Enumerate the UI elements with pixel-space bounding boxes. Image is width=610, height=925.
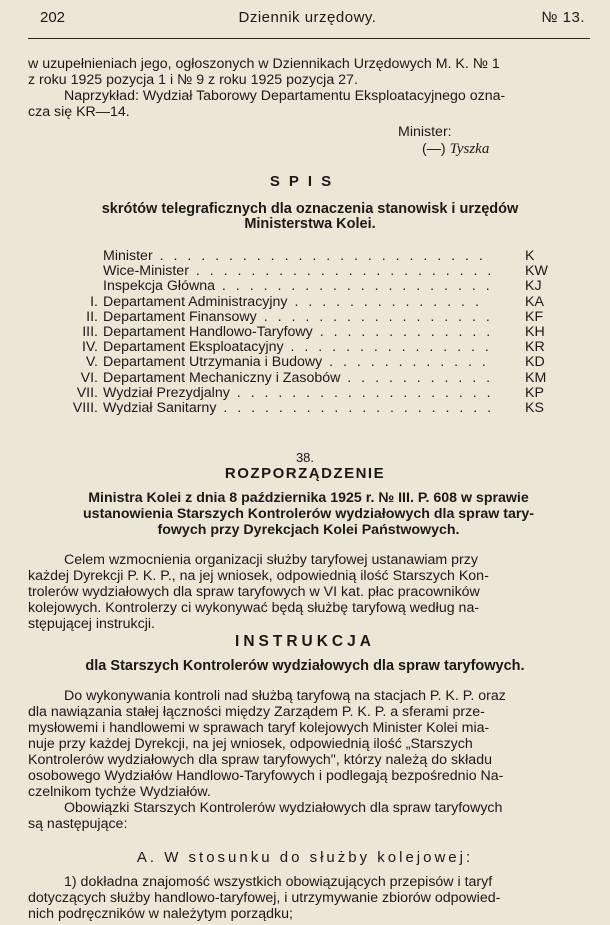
abbreviation-list bbox=[40, 248, 560, 415]
abbreviation-name: Departament Finansowy . . . bbox=[103, 309, 490, 325]
spis-subtitle-line: Ministerstwa Kolei. bbox=[244, 216, 376, 232]
abbreviation-row bbox=[40, 248, 560, 263]
abbreviation-roman: III. bbox=[82, 323, 98, 340]
abbreviation-row bbox=[40, 400, 560, 415]
abbreviation-name: Departament Utrzymania i Budowy . . . bbox=[103, 354, 490, 370]
intro-line: w uzupełnieniach jego, ogłoszonych w Dziennikach Urzędowych M. K. № 1 bbox=[28, 56, 500, 72]
abbreviation-code: KR bbox=[525, 339, 545, 356]
abbreviation-row bbox=[40, 278, 560, 293]
spis-subtitle-line: skrótów telegraficznych dla oznaczenia stanowisk i urzędów bbox=[101, 201, 519, 217]
abbreviation-row bbox=[40, 339, 560, 354]
abbreviation-code: KD bbox=[525, 354, 545, 371]
abbreviation-row bbox=[40, 354, 560, 369]
abbreviation-code: KJ bbox=[525, 278, 542, 295]
abbreviation-roman: V. bbox=[85, 354, 98, 371]
abbreviation-name: Minister . . . bbox=[103, 248, 490, 264]
paragraph-line: Do wykonywania kontroli nad służbą taryfową na stacjach P. K. P. oraz bbox=[64, 688, 506, 704]
header-rule bbox=[28, 38, 590, 39]
abbreviation-code: K bbox=[525, 248, 535, 264]
abbreviation-roman: II. bbox=[86, 308, 98, 325]
abbreviation-code: KH bbox=[525, 323, 545, 340]
abbreviation-name: Wydział Sanitarny . . . bbox=[103, 400, 490, 416]
signature-name: Tyszka bbox=[449, 141, 490, 157]
ordinance-paragraph bbox=[28, 552, 590, 632]
signature-prefix: (—) bbox=[422, 141, 446, 157]
paragraph-line: każdej Dyrekcji P. K. P., na jej wniosek, odpowiednią ilość Starszych Kon- bbox=[28, 568, 489, 584]
paragraph-line: osobowego Wydziałów Handlowo-Taryfowych i podlegają bezpośrednio Na- bbox=[28, 768, 504, 784]
abbreviation-roman: VII. bbox=[76, 384, 98, 401]
abbreviation-name: Wice-Minister . . . bbox=[103, 263, 490, 279]
abbreviation-row bbox=[40, 263, 560, 278]
page-number: 202 bbox=[40, 9, 66, 26]
point-1 bbox=[28, 874, 590, 922]
section-a-heading: A. W stosunku do służby kolejowej: bbox=[136, 849, 474, 866]
abbreviation-roman: I. bbox=[90, 293, 98, 310]
paragraph-line: są następujące: bbox=[28, 816, 128, 832]
intro-text bbox=[28, 56, 590, 120]
intro-line: cza się KR—14. bbox=[28, 104, 130, 120]
ordinance-subtitle-line: ustanowienia Starszych Kontrolerów wydziałowych dla spraw tary- bbox=[83, 506, 534, 522]
ordinance-subtitle-line: fowych przy Dyrekcjach Kolei Państwowych. bbox=[157, 522, 460, 538]
abbreviation-name: Departament Administracyjny . . . bbox=[103, 294, 490, 310]
paragraph-line: nich podręczników w należytym porządku; bbox=[28, 906, 293, 922]
ordinance-subtitle-line: Ministra Kolei z dnia 8 października 1925 r. № III. P. 608 w sprawie bbox=[88, 490, 529, 506]
abbreviation-name: Inspekcja Główna . . . bbox=[103, 278, 490, 294]
issue-number: № 13. bbox=[541, 9, 585, 26]
paragraph-line: Celem wzmocnienia organizacji służby taryfowej ustanawiam przy bbox=[64, 552, 478, 568]
paragraph-line: Obowiązki Starszych Kontrolerów wydziałowych dla spraw taryfowych bbox=[64, 800, 503, 816]
paragraph-line: stępującej instrukcji. bbox=[28, 616, 155, 632]
intro-line: z roku 1925 pozycja 1 i № 9 z roku 1925 pozycja 27. bbox=[28, 72, 358, 88]
abbreviation-row bbox=[40, 309, 560, 324]
abbreviation-row bbox=[40, 385, 560, 400]
abbreviation-row bbox=[40, 324, 560, 339]
abbreviation-code: KP bbox=[525, 384, 544, 401]
intro-line: Naprzykład: Wydział Taborowy Departamentu Eksploatacyjnego ozna- bbox=[64, 88, 506, 104]
paragraph-line: czelnikom tychże Wydziałów. bbox=[28, 784, 211, 800]
abbreviation-code: KF bbox=[525, 308, 544, 325]
paragraph-line: kolejowych. Kontrolerzy ci wykonywać będą służbę taryfową według na- bbox=[28, 600, 480, 616]
abbreviation-row bbox=[40, 370, 560, 385]
abbreviation-name: Departament Handlowo-Taryfowy . . . bbox=[103, 324, 490, 340]
abbreviation-roman: IV. bbox=[81, 339, 98, 356]
instruction-subtitle: dla Starszych Kontrolerów wydziałowych dla spraw taryfowych. bbox=[85, 658, 525, 674]
abbreviation-name: Departament Mechaniczny i Zasobów . . . bbox=[103, 370, 490, 386]
abbreviation-row bbox=[40, 294, 560, 309]
journal-title: Dziennik urzędowy. bbox=[238, 9, 377, 26]
page-header bbox=[30, 10, 585, 30]
abbreviation-code: KW bbox=[525, 263, 548, 280]
signature-title: Minister: bbox=[398, 124, 452, 140]
paragraph-line: dla nawiązania stałej łączności między Zarządem P. K. P. a sferami prze- bbox=[28, 704, 485, 720]
abbreviation-code: KM bbox=[525, 369, 547, 386]
ordinance-subtitle bbox=[36, 490, 581, 538]
paragraph-line: mysłowemi i handlowemi w sprawach taryf kolejowych Minister Kolei mia- bbox=[28, 720, 490, 736]
signature-line bbox=[422, 141, 489, 157]
abbreviation-code: KS bbox=[525, 399, 544, 416]
paragraph-line: Kontrolerów wydziałowych dla spraw taryfowych", którzy należą do składu bbox=[28, 752, 492, 768]
instruction-paragraph bbox=[28, 688, 590, 832]
paragraph-line: dotyczących służby handlowo-taryfowej, i utrzymywanie zbiorów odpowied- bbox=[28, 890, 501, 906]
abbreviation-code: KA bbox=[525, 293, 544, 310]
abbreviation-name: Departament Eksploatacyjny . . . bbox=[103, 339, 490, 355]
paragraph-line: trolerów wydziałowych dla spraw taryfowych w VI kat. płac pracowników bbox=[28, 584, 480, 600]
abbreviation-name: Wydział Prezydjalny . . . bbox=[103, 385, 490, 401]
abbreviation-roman: VI. bbox=[80, 369, 98, 386]
instruction-title: INSTRUKCJA bbox=[235, 633, 375, 650]
spis-subtitle bbox=[40, 202, 580, 232]
ordinance-title: ROZPORZĄDZENIE bbox=[224, 465, 386, 482]
ordinance-number: 38. bbox=[295, 450, 315, 465]
paragraph-line: 1) dokładna znajomość wszystkich obowiązujących przepisów i taryf bbox=[64, 874, 493, 890]
abbreviation-roman: VIII. bbox=[72, 399, 98, 416]
spis-title: SPIS bbox=[269, 173, 341, 190]
paragraph-line: nuje przy każdej Dyrekcji, na jej wniosek, odpowiednią ilość „Starszych bbox=[28, 736, 473, 752]
